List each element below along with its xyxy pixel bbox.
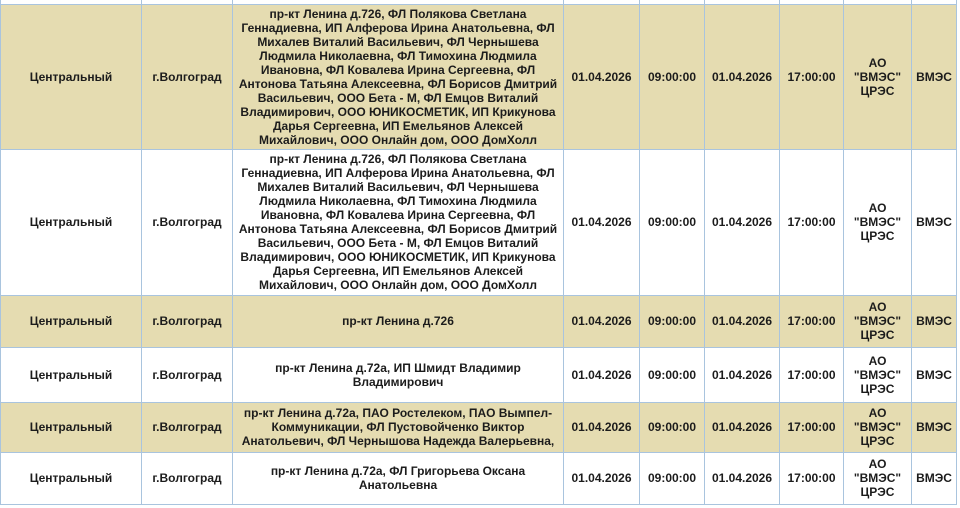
cell-start-date: 01.04.2026 <box>564 4 640 149</box>
cell-organization: АО "ВМЭС" ЦРЭС <box>844 347 912 402</box>
cell-organization: АО "ВМЭС" ЦРЭС <box>844 452 912 504</box>
cell-end-time: 17:00:00 <box>780 347 844 402</box>
cell-start-date: 01.04.2026 <box>564 295 640 347</box>
cell-start-time: 09:00:00 <box>640 4 705 149</box>
cell-city: г.Волгоград <box>142 452 233 504</box>
cell-district: Центральный <box>1 402 142 452</box>
cell-end-time: 17:00:00 <box>780 452 844 504</box>
cell-end-time: 17:00:00 <box>780 4 844 149</box>
cell-start-time: 09:00:00 <box>640 402 705 452</box>
cell-district: Центральный <box>1 452 142 504</box>
cell-organization: АО "ВМЭС" ЦРЭС <box>844 149 912 295</box>
cell-end-date: 01.04.2026 <box>705 295 780 347</box>
table-row <box>1 4 957 149</box>
cell-district: Центральный <box>1 149 142 295</box>
cell-address: пр-кт Ленина д.726 <box>233 295 564 347</box>
cell-end-time: 17:00:00 <box>780 295 844 347</box>
cell-network: ВМЭС <box>912 295 957 347</box>
cell-end-time: 17:00:00 <box>780 149 844 295</box>
cell-start-date: 01.04.2026 <box>564 452 640 504</box>
table-row <box>1 402 957 452</box>
cell-city: г.Волгоград <box>142 347 233 402</box>
cell-network: ВМЭС <box>912 4 957 149</box>
cell-start-date: 01.04.2026 <box>564 149 640 295</box>
cell-address: пр-кт Ленина д.72а, ПАО Ростелеком, ПАО Вымпел-Коммуникации, ФЛ Пустовойченко Виктор Анатольевич, ФЛ Чернышова Надежда Валерьевна, <box>233 402 564 452</box>
cell-city: г.Волгоград <box>142 295 233 347</box>
cell-network: ВМЭС <box>912 149 957 295</box>
cell-end-date: 01.04.2026 <box>705 347 780 402</box>
cell-end-date: 01.04.2026 <box>705 4 780 149</box>
table-row <box>1 452 957 504</box>
table-row <box>1 295 957 347</box>
cell-start-date: 01.04.2026 <box>564 402 640 452</box>
cell-start-time: 09:00:00 <box>640 295 705 347</box>
cell-district: Центральный <box>1 4 142 149</box>
cell-start-time: 09:00:00 <box>640 347 705 402</box>
cell-address: пр-кт Ленина д.726, ФЛ Полякова Светлана Геннадиевна, ИП Алферова Ирина Анатольевна, ФЛ Михалев Виталий Васильевич, ФЛ Чернышева Людмила Николаевна, ФЛ Тимохина Людмила Ивановна, ФЛ Ковалева Ирина Сергеевна, ФЛ Антонова Татьяна Алексеевна, ФЛ Борисов Дмитрий Васильевич, ООО Бета - М, ФЛ Емцов Виталий Владимирович, ООО ЮНИКОСМЕТИК, ИП Крикунова Дарья Сергеевна, ИП Емельянов Алексей Михайлович, ООО Онлайн дом, ООО ДомХолл <box>233 149 564 295</box>
cell-organization: АО "ВМЭС" ЦРЭС <box>844 402 912 452</box>
cell-end-date: 01.04.2026 <box>705 149 780 295</box>
cell-start-time: 09:00:00 <box>640 149 705 295</box>
cell-address: пр-кт Ленина д.72а, ИП Шмидт Владимир Владимирович <box>233 347 564 402</box>
cell-start-date: 01.04.2026 <box>564 347 640 402</box>
cell-city: г.Волгоград <box>142 4 233 149</box>
cell-organization: АО "ВМЭС" ЦРЭС <box>844 295 912 347</box>
cell-address: пр-кт Ленина д.726, ФЛ Полякова Светлана Геннадиевна, ИП Алферова Ирина Анатольевна, ФЛ Михалев Виталий Васильевич, ФЛ Чернышева Людмила Николаевна, ФЛ Тимохина Людмила Ивановна, ФЛ Ковалева Ирина Сергеевна, ФЛ Антонова Татьяна Алексеевна, ФЛ Борисов Дмитрий Васильевич, ООО Бета - М, ФЛ Емцов Виталий Владимирович, ООО ЮНИКОСМЕТИК, ИП Крикунова Дарья Сергеевна, ИП Емельянов Алексей Михайлович, ООО Онлайн дом, ООО ДомХолл <box>233 4 564 149</box>
cell-end-date: 01.04.2026 <box>705 402 780 452</box>
cell-district: Центральный <box>1 347 142 402</box>
cell-organization: АО "ВМЭС" ЦРЭС <box>844 4 912 149</box>
cell-city: г.Волгоград <box>142 402 233 452</box>
cell-city: г.Волгоград <box>142 149 233 295</box>
cell-end-date: 01.04.2026 <box>705 452 780 504</box>
cell-network: ВМЭС <box>912 402 957 452</box>
cell-network: ВМЭС <box>912 347 957 402</box>
cell-start-time: 09:00:00 <box>640 452 705 504</box>
cell-end-time: 17:00:00 <box>780 402 844 452</box>
cell-district: Центральный <box>1 295 142 347</box>
table-row <box>1 347 957 402</box>
cell-network: ВМЭС <box>912 452 957 504</box>
table-row <box>1 149 957 295</box>
cell-address: пр-кт Ленина д.72а, ФЛ Григорьева Оксана Анатольевна <box>233 452 564 504</box>
